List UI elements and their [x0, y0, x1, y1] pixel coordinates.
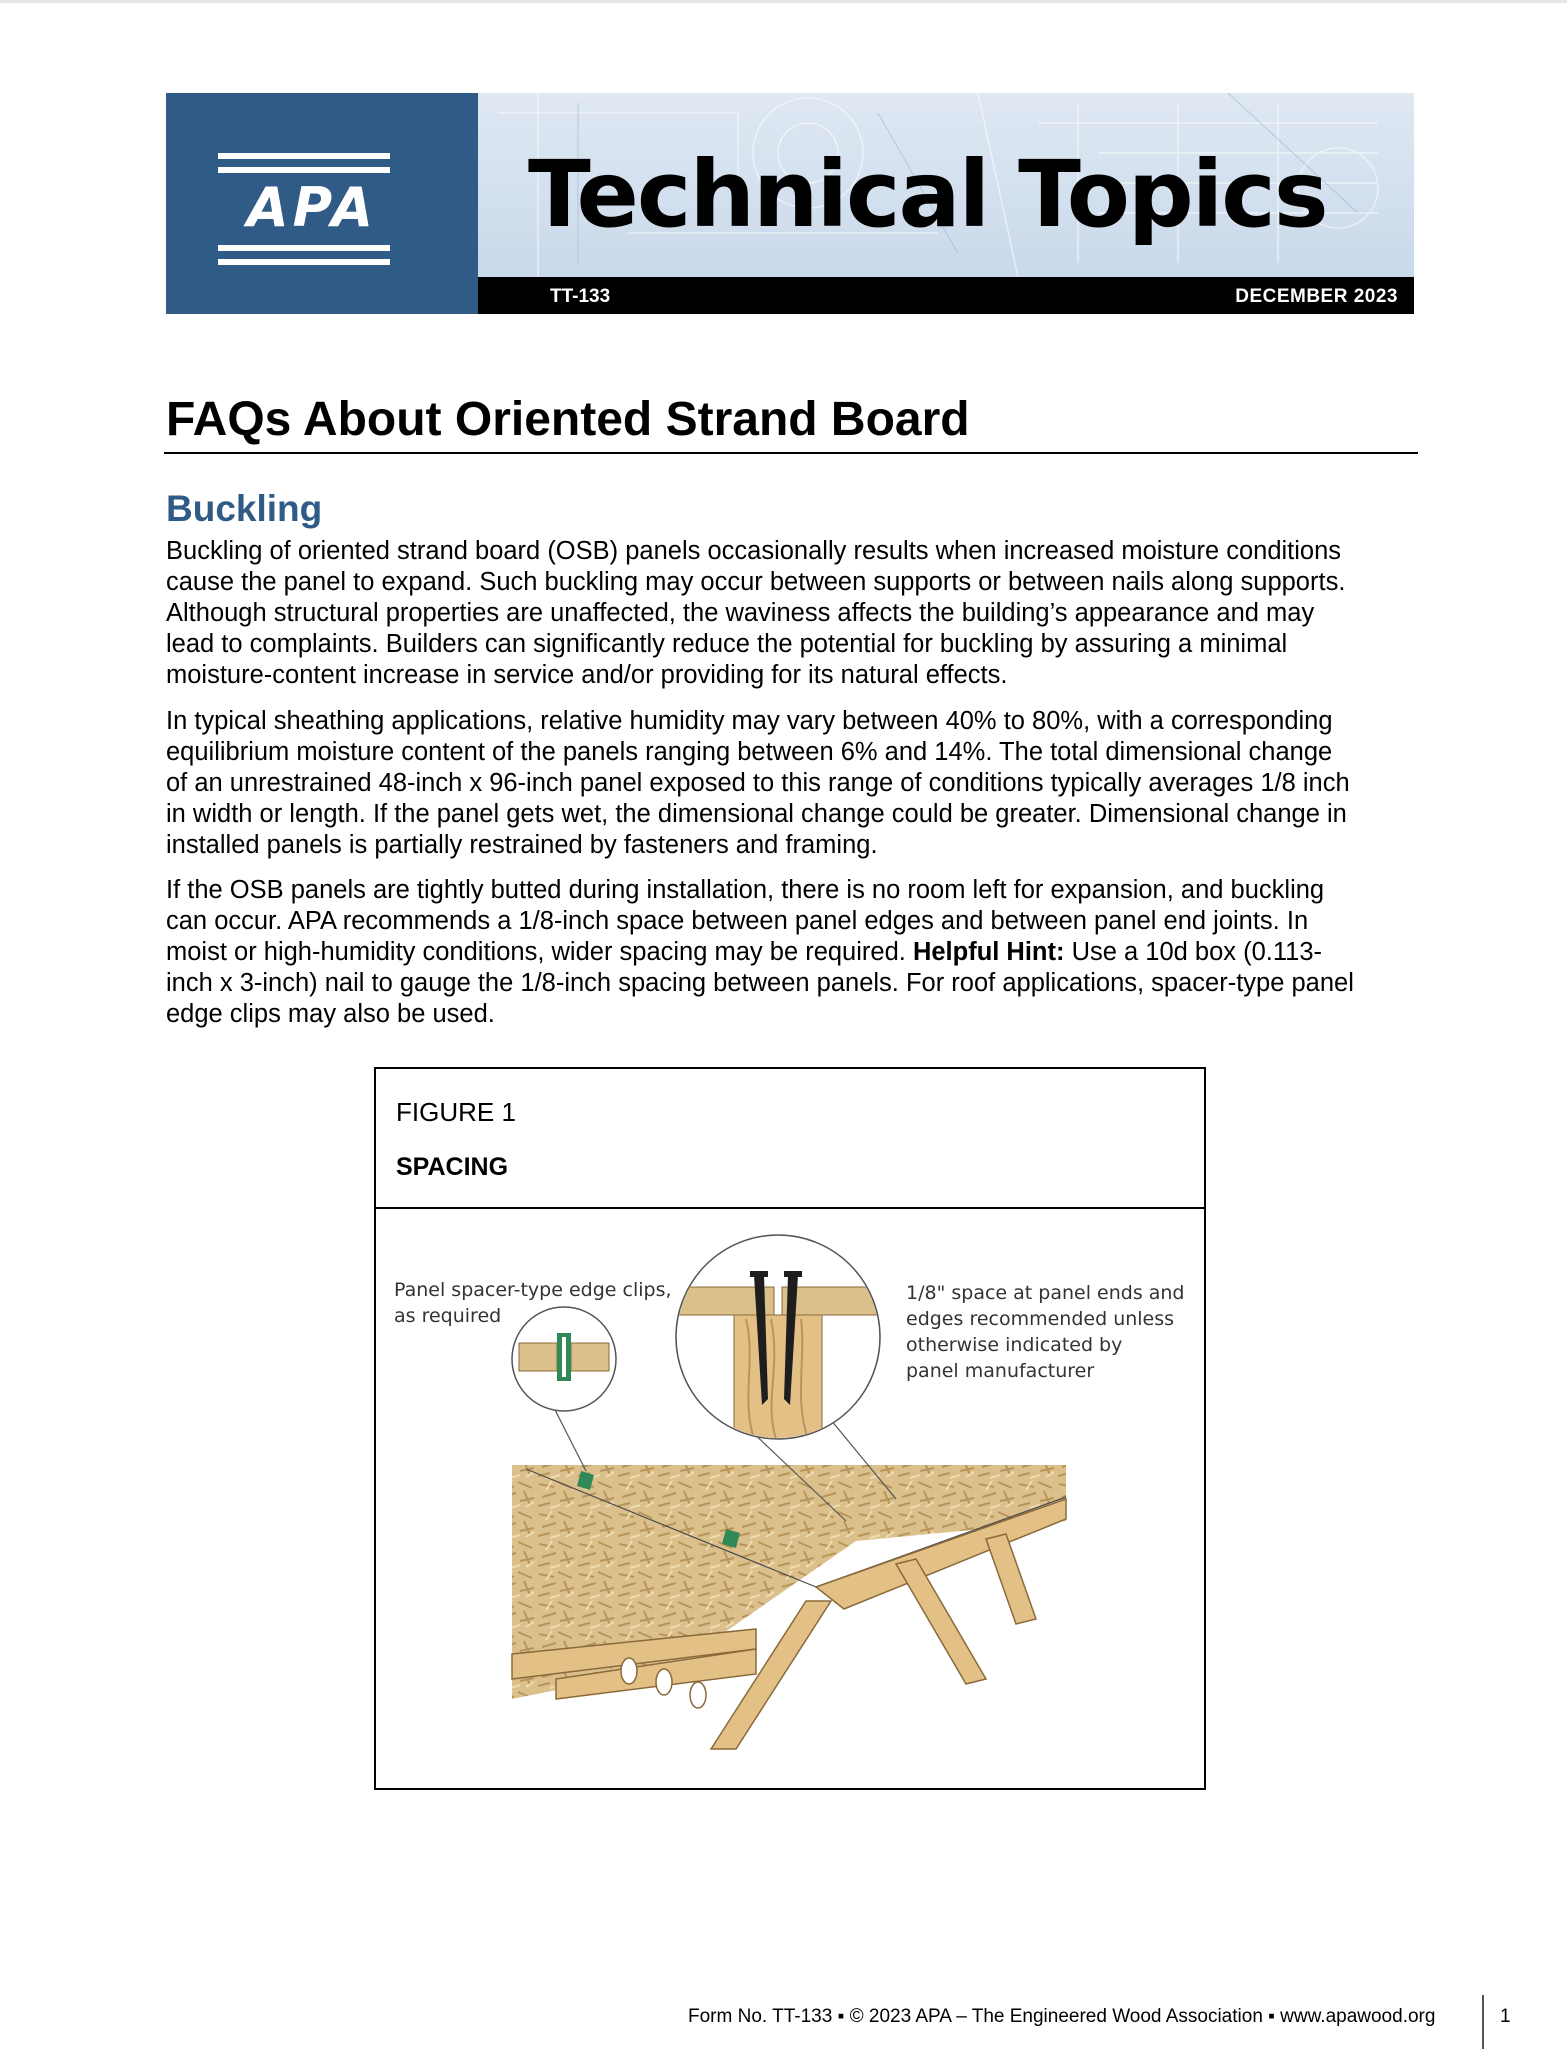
logo-stripe — [218, 259, 390, 265]
figure-illustration — [376, 1209, 1204, 1788]
paragraph-3 — [166, 875, 1354, 1030]
logo-stripe — [218, 167, 390, 173]
text-line: in width or length. If the panel gets wet, the dimensional change could be greater. Dimensional change in — [166, 800, 1347, 828]
page-number: 1 — [1500, 2006, 1511, 2027]
text-line: equilibrium moisture content of the panels ranging between 6% and 14%. The total dimensional change — [166, 738, 1333, 766]
text-line: can occur. APA recommends a 1/8-inch space between panel edges and between panel end joints. In — [166, 907, 1309, 935]
text-line: cause the panel to expand. Such buckling may occur between supports or between nails along supports. — [166, 568, 1346, 596]
text-line: installed panels is partially restrained by fasteners and framing. — [166, 831, 878, 859]
text-line: Although structural properties are unaffected, the waviness affects the building’s appearance and may — [166, 599, 1315, 627]
document-title: FAQs About Oriented Strand Board — [166, 393, 970, 446]
banner-info-bar — [478, 277, 1414, 314]
header-banner — [166, 93, 1414, 314]
callout-line: 1/8" space at panel ends and — [906, 1282, 1185, 1304]
callout-line: panel manufacturer — [906, 1360, 1095, 1382]
text-line: lead to complaints. Builders can significantly reduce the potential for buckling by assuring a minimal — [166, 630, 1288, 658]
publication-date: DECEMBER 2023 — [1235, 286, 1398, 307]
text-line: Buckling of oriented strand board (OSB) panels occasionally results when increased moisture conditions — [166, 537, 1342, 565]
banner-title: Technical Topics — [528, 141, 1327, 248]
callout-line: Panel spacer-type edge clips, — [394, 1279, 672, 1301]
doc-number: TT-133 — [550, 286, 611, 307]
nail-spacing-magnifier — [676, 1235, 882, 1445]
callout-line: otherwise indicated by — [906, 1334, 1123, 1356]
text-line: edge clips may also be used. — [166, 1000, 495, 1028]
text-line: In typical sheathing applications, relative humidity may vary between 40% to 80%, with a corresponding — [166, 707, 1333, 735]
text-segment: moist or high-humidity conditions, wider spacing may be required. — [166, 938, 913, 966]
helpful-hint-label: Helpful Hint: — [912, 938, 1065, 966]
page-top-edge — [0, 0, 1567, 3]
title-divider — [164, 452, 1418, 454]
figure-number: FIGURE 1 — [396, 1097, 516, 1127]
callout-edge-clips — [394, 1277, 672, 1329]
figure-1 — [374, 1067, 1206, 1790]
figure-header — [376, 1069, 1204, 1209]
callout-line: edges recommended unless — [906, 1308, 1175, 1330]
text-segment: Use a 10d box (0.113- — [1064, 938, 1323, 966]
text-line — [166, 937, 1354, 968]
apa-logo — [166, 93, 478, 314]
callout-line: as required — [394, 1305, 502, 1327]
banner-title-area — [478, 93, 1414, 277]
text-line: inch x 3-inch) nail to gauge the 1/8-inch spacing between panels. For roof applications, spacer-type panel — [166, 969, 1354, 997]
logo-stripe — [218, 245, 390, 251]
text-line: moisture-content increase in service and/or providing for its natural effects. — [166, 661, 1008, 689]
text-line: If the OSB panels are tightly butted during installation, there is no room left for expansion, and buckling — [166, 876, 1325, 904]
figure-title: SPACING — [396, 1153, 509, 1181]
footer-divider — [1482, 1995, 1484, 2049]
logo-text: APA — [246, 176, 378, 239]
logo-stripe — [218, 153, 390, 159]
text-line: of an unrestrained 48-inch x 96-inch panel exposed to this range of conditions typically averages 1/8 inch — [166, 769, 1350, 797]
section-heading: Buckling — [166, 488, 323, 529]
paragraph-1 — [166, 536, 1345, 691]
callout-spacing — [906, 1280, 1185, 1384]
paragraph-2 — [166, 706, 1350, 861]
footer-text: Form No. TT-133 ▪ © 2023 APA – The Engineered Wood Association ▪ www.apawood.org — [688, 2006, 1436, 2027]
